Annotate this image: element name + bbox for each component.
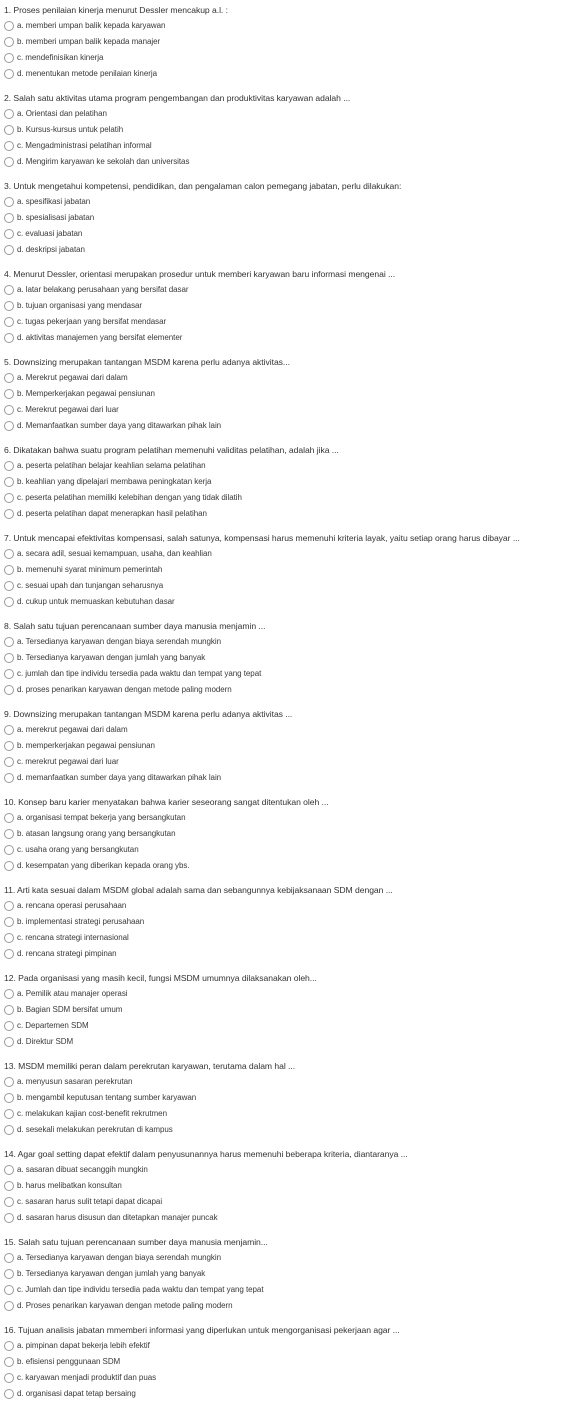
option-label: c. Jumlah dan tipe individu tersedia pada waktu dan tempat yang tepat (17, 1284, 264, 1294)
option-label: b. Tersedianya karyawan dengan jumlah yang banyak (17, 652, 206, 662)
question-block (4, 1060, 582, 1148)
radio-button[interactable] (4, 829, 14, 839)
answer-option[interactable] (4, 858, 582, 874)
answer-option[interactable] (4, 738, 582, 754)
answer-option[interactable] (4, 842, 582, 858)
answer-option[interactable] (4, 770, 582, 786)
option-label: d. rencana strategi pimpinan (17, 948, 117, 958)
option-label: d. sasaran harus disusun dan ditetapkan manajer puncak (17, 1212, 218, 1222)
answer-option[interactable] (4, 946, 582, 962)
answer-option[interactable] (4, 826, 582, 842)
option-label: c. karyawan menjadi produktif dan puas (17, 1372, 157, 1382)
option-label: d. Memanfaatkan sumber daya yang ditawarkan pihak lain (17, 420, 222, 430)
option-label: a. peserta pelatihan belajar keahlian selama pelatihan (17, 460, 206, 470)
question-text: 9. Downsizing merupakan tantangan MSDM karena perlu adanya aktivitas ... (4, 709, 293, 719)
answer-option[interactable] (4, 1074, 582, 1090)
answer-option[interactable] (4, 1266, 582, 1282)
question-text: 3. Untuk mengetahui kompetensi, pendidikan, dan pengalaman calon pemegang jabatan, perlu dilakukan: (4, 181, 402, 191)
radio-button[interactable] (4, 741, 14, 751)
option-label: a. Tersedianya karyawan dengan biaya serendah mungkin (17, 636, 222, 646)
option-label: a. menyusun sasaran perekrutan (17, 1076, 133, 1086)
radio-button[interactable] (4, 213, 14, 223)
option-label: a. Pemilik atau manajer operasi (17, 988, 128, 998)
option-label: c. usaha orang yang bersangkutan (17, 844, 139, 854)
answer-option[interactable] (4, 330, 582, 346)
option-label: c. sasaran harus sulit tetapi dapat dicapai (17, 1196, 163, 1206)
answer-option[interactable] (4, 314, 582, 330)
option-label: b. memenuhi syarat minimum pemerintah (17, 564, 163, 574)
answer-option[interactable] (4, 634, 582, 650)
option-label: c. peserta pelatihan memiliki kelebihan dengan yang tidak dilatih (17, 492, 242, 502)
answer-option[interactable] (4, 1338, 582, 1354)
question-block (4, 180, 582, 268)
answer-option[interactable] (4, 18, 582, 34)
answer-option[interactable] (4, 66, 582, 82)
answer-option[interactable] (4, 810, 582, 826)
question-text: 12. Pada organisasi yang masih kecil, fungsi MSDM umumnya dilaksanakan oleh... (4, 973, 317, 983)
option-label: d. aktivitas manajemen yang bersifat elementer (17, 332, 183, 342)
question-block (4, 4, 582, 92)
option-label: b. memperkerjakan pegawai pensiunan (17, 740, 155, 750)
radio-button[interactable] (4, 389, 14, 399)
answer-option[interactable] (4, 1034, 582, 1050)
question-block (4, 1148, 582, 1236)
radio-button[interactable] (4, 565, 14, 575)
question-block (4, 532, 582, 620)
option-label: c. Merekrut pegawai dari luar (17, 404, 119, 414)
answer-option[interactable] (4, 282, 582, 298)
radio-button[interactable] (4, 509, 14, 519)
answer-option[interactable] (4, 370, 582, 386)
radio-button[interactable] (4, 1269, 14, 1279)
answer-option[interactable] (4, 402, 582, 418)
answer-option[interactable] (4, 1178, 582, 1194)
radio-button[interactable] (4, 1077, 14, 1087)
answer-option[interactable] (4, 490, 582, 506)
answer-option[interactable] (4, 754, 582, 770)
answer-option[interactable] (4, 122, 582, 138)
question-text: 7. Untuk mencapai efektivitas kompensasi, salah satunya, kompensasi harus memenuhi kriteria layak, yaitu setiap orang harus dibayar ... (4, 533, 520, 543)
option-label: d. proses penarikan karyawan dengan metode paling modern (17, 684, 232, 694)
radio-button[interactable] (4, 845, 14, 855)
answer-option[interactable] (4, 154, 582, 170)
radio-button[interactable] (4, 53, 14, 63)
question-text: 2. Salah satu aktivitas utama program pengembangan dan produktivitas karyawan adalah ... (4, 93, 351, 103)
question-text: 14. Agar goal setting dapat efektif dalam penyusunannya harus memenuhi beberapa kriteria, diantaranya ... (4, 1149, 408, 1159)
option-label: b. implementasi strategi perusahaan (17, 916, 145, 926)
option-label: c. Departemen SDM (17, 1020, 89, 1030)
answer-option[interactable] (4, 386, 582, 402)
radio-button[interactable] (4, 1109, 14, 1119)
radio-button[interactable] (4, 317, 14, 327)
option-label: a. memberi umpan balik kepada karyawan (17, 20, 166, 30)
radio-button[interactable] (4, 373, 14, 383)
question-block (4, 1324, 582, 1412)
answer-option[interactable] (4, 898, 582, 914)
answer-option[interactable] (4, 1002, 582, 1018)
radio-button[interactable] (4, 405, 14, 415)
option-label: a. pimpinan dapat bekerja lebih efektif (17, 1340, 150, 1350)
option-label: d. menentukan metode penilaian kinerja (17, 68, 157, 78)
answer-option[interactable] (4, 666, 582, 682)
radio-button[interactable] (4, 1301, 14, 1311)
option-label: d. memanfaatkan sumber daya yang ditawarkan pihak lain (17, 772, 222, 782)
answer-option[interactable] (4, 138, 582, 154)
answer-option[interactable] (4, 1250, 582, 1266)
radio-button[interactable] (4, 1357, 14, 1367)
answer-option[interactable] (4, 1282, 582, 1298)
answer-option[interactable] (4, 1298, 582, 1314)
option-label: b. keahlian yang dipelajari membawa peningkatan kerja (17, 476, 212, 486)
answer-option[interactable] (4, 226, 582, 242)
radio-button[interactable] (4, 725, 14, 735)
option-label: d. organisasi dapat tetap bersaing (17, 1388, 136, 1398)
answer-option[interactable] (4, 1210, 582, 1226)
answer-option[interactable] (4, 930, 582, 946)
option-label: d. Direktur SDM (17, 1036, 74, 1046)
option-label: a. organisasi tempat bekerja yang bersangkutan (17, 812, 186, 822)
radio-button[interactable] (4, 637, 14, 647)
option-label: a. spesifikasi jabatan (17, 196, 91, 206)
radio-button[interactable] (4, 949, 14, 959)
option-label: d. peserta pelatihan dapat menerapkan hasil pelatihan (17, 508, 207, 518)
option-label: a. merekrut pegawai dari dalam (17, 724, 128, 734)
option-label: d. Mengirim karyawan ke sekolah dan universitas (17, 156, 190, 166)
answer-option[interactable] (4, 194, 582, 210)
radio-button[interactable] (4, 197, 14, 207)
answer-option[interactable] (4, 210, 582, 226)
radio-button[interactable] (4, 989, 14, 999)
option-label: c. merekrut pegawai dari luar (17, 756, 119, 766)
answer-option[interactable] (4, 1194, 582, 1210)
answer-option[interactable] (4, 1162, 582, 1178)
option-label: b. atasan langsung orang yang bersangkutan (17, 828, 176, 838)
radio-button[interactable] (4, 461, 14, 471)
option-label: c. jumlah dan tipe individu tersedia pada waktu dan tempat yang tepat (17, 668, 262, 678)
option-label: c. sesuai upah dan tunjangan seharusnya (17, 580, 164, 590)
answer-option[interactable] (4, 682, 582, 698)
radio-button[interactable] (4, 1285, 14, 1295)
question-text: 8. Salah satu tujuan perencanaan sumber daya manusia menjamin ... (4, 621, 266, 631)
option-label: c. evaluasi jabatan (17, 228, 83, 238)
option-label: c. tugas pekerjaan yang bersifat mendasar (17, 316, 167, 326)
radio-button[interactable] (4, 861, 14, 871)
radio-button[interactable] (4, 1125, 14, 1135)
radio-button[interactable] (4, 917, 14, 927)
radio-button[interactable] (4, 1253, 14, 1263)
radio-button[interactable] (4, 1373, 14, 1383)
option-label: b. Tersedianya karyawan dengan jumlah yang banyak (17, 1268, 206, 1278)
option-label: b. memberi umpan balik kepada manajer (17, 36, 161, 46)
radio-button[interactable] (4, 1165, 14, 1175)
question-block (4, 92, 582, 180)
question-block (4, 796, 582, 884)
radio-button[interactable] (4, 1341, 14, 1351)
option-label: a. sasaran dibuat secanggih mungkin (17, 1164, 148, 1174)
answer-option[interactable] (4, 1386, 582, 1402)
answer-option[interactable] (4, 242, 582, 258)
answer-option[interactable] (4, 562, 582, 578)
answer-option[interactable] (4, 986, 582, 1002)
answer-option[interactable] (4, 418, 582, 434)
question-text: 15. Salah satu tujuan perencanaan sumber daya manusia menjamin... (4, 1237, 268, 1247)
radio-button[interactable] (4, 1093, 14, 1103)
radio-button[interactable] (4, 1021, 14, 1031)
question-block (4, 356, 582, 444)
radio-button[interactable] (4, 69, 14, 79)
option-label: a. latar belakang perusahaan yang bersifat dasar (17, 284, 189, 294)
radio-button[interactable] (4, 669, 14, 679)
radio-button[interactable] (4, 245, 14, 255)
option-label: d. kesempatan yang diberikan kepada orang ybs. (17, 860, 190, 870)
option-label: c. Mengadministrasi pelatihan informal (17, 140, 152, 150)
radio-button[interactable] (4, 1197, 14, 1207)
radio-button[interactable] (4, 685, 14, 695)
radio-button[interactable] (4, 21, 14, 31)
option-label: a. Orientasi dan pelatihan (17, 108, 107, 118)
answer-option[interactable] (4, 722, 582, 738)
radio-button[interactable] (4, 1181, 14, 1191)
radio-button[interactable] (4, 757, 14, 767)
option-label: d. sesekali melakukan perekrutan di kampus (17, 1124, 173, 1134)
option-label: a. rencana operasi perusahaan (17, 900, 127, 910)
radio-button[interactable] (4, 773, 14, 783)
option-label: b. harus melibatkan konsultan (17, 1180, 122, 1190)
radio-button[interactable] (4, 549, 14, 559)
question-block (4, 972, 582, 1060)
answer-option[interactable] (4, 458, 582, 474)
radio-button[interactable] (4, 125, 14, 135)
answer-option[interactable] (4, 106, 582, 122)
radio-button[interactable] (4, 597, 14, 607)
question-text: 11. Arti kata sesuai dalam MSDM global adalah sama dan sebangunnya kebijaksanaan SDM dengan ... (4, 885, 393, 895)
question-block (4, 268, 582, 356)
radio-button[interactable] (4, 813, 14, 823)
question-text: 5. Downsizing merupakan tantangan MSDM karena perlu adanya aktivitas... (4, 357, 290, 367)
answer-option[interactable] (4, 594, 582, 610)
question-text: 1. Proses penilaian kinerja menurut Dessler mencakup a.l. : (4, 5, 228, 15)
radio-button[interactable] (4, 37, 14, 47)
radio-button[interactable] (4, 933, 14, 943)
radio-button[interactable] (4, 157, 14, 167)
option-label: a. Tersedianya karyawan dengan biaya serendah mungkin (17, 1252, 222, 1262)
option-label: b. Kursus-kursus untuk pelatih (17, 124, 124, 134)
option-label: c. mendefinisikan kinerja (17, 52, 104, 62)
radio-button[interactable] (4, 141, 14, 151)
answer-option[interactable] (4, 34, 582, 50)
option-label: a. secara adil, sesuai kemampuan, usaha, dan keahlian (17, 548, 212, 558)
question-text: 10. Konsep baru karier menyatakan bahwa karier seseorang sangat ditentukan oleh ... (4, 797, 329, 807)
radio-button[interactable] (4, 285, 14, 295)
question-block (4, 708, 582, 796)
question-block (4, 1236, 582, 1324)
answer-option[interactable] (4, 546, 582, 562)
option-label: d. Proses penarikan karyawan dengan metode paling modern (17, 1300, 233, 1310)
answer-option[interactable] (4, 474, 582, 490)
question-block (4, 620, 582, 708)
option-label: b. Bagian SDM bersifat umum (17, 1004, 123, 1014)
option-label: d. cukup untuk memuaskan kebutuhan dasar (17, 596, 175, 606)
answer-option[interactable] (4, 650, 582, 666)
option-label: c. melakukan kajian cost-benefit rekrutmen (17, 1108, 167, 1118)
option-label: c. rencana strategi internasional (17, 932, 129, 942)
radio-button[interactable] (4, 229, 14, 239)
radio-button[interactable] (4, 1005, 14, 1015)
option-label: a. Merekrut pegawai dari dalam (17, 372, 128, 382)
question-text: 16. Tujuan analisis jabatan mmemberi informasi yang diperlukan untuk mengorganisasi pekerjaan agar ... (4, 1325, 400, 1335)
answer-option[interactable] (4, 506, 582, 522)
radio-button[interactable] (4, 653, 14, 663)
radio-button[interactable] (4, 1037, 14, 1047)
radio-button[interactable] (4, 301, 14, 311)
radio-button[interactable] (4, 493, 14, 503)
answer-option[interactable] (4, 1106, 582, 1122)
option-label: b. spesialisasi jabatan (17, 212, 95, 222)
question-block (4, 444, 582, 532)
answer-option[interactable] (4, 578, 582, 594)
question-text: 4. Menurut Dessler, orientasi merupakan prosedur untuk memberi karyawan baru informasi mengenai ... (4, 269, 396, 279)
answer-option[interactable] (4, 1090, 582, 1106)
answer-option[interactable] (4, 1122, 582, 1138)
radio-button[interactable] (4, 109, 14, 119)
answer-option[interactable] (4, 1370, 582, 1386)
question-block (4, 884, 582, 972)
radio-button[interactable] (4, 333, 14, 343)
radio-button[interactable] (4, 477, 14, 487)
answer-option[interactable] (4, 1018, 582, 1034)
option-label: b. mengambil keputusan tentang sumber karyawan (17, 1092, 197, 1102)
answer-option[interactable] (4, 1354, 582, 1370)
radio-button[interactable] (4, 1389, 14, 1399)
option-label: b. efisiensi penggunaan SDM (17, 1356, 121, 1366)
option-label: b. tujuan organisasi yang mendasar (17, 300, 143, 310)
answer-option[interactable] (4, 298, 582, 314)
answer-option[interactable] (4, 50, 582, 66)
answer-option[interactable] (4, 914, 582, 930)
question-text: 13. MSDM memiliki peran dalam perekrutan karyawan, terutama dalam hal ... (4, 1061, 296, 1071)
question-text: 6. Dikatakan bahwa suatu program pelatihan memenuhi validitas pelatihan, adalah jika ... (4, 445, 339, 455)
radio-button[interactable] (4, 581, 14, 591)
radio-button[interactable] (4, 1213, 14, 1223)
radio-button[interactable] (4, 421, 14, 431)
radio-button[interactable] (4, 901, 14, 911)
option-label: d. deskripsi jabatan (17, 244, 85, 254)
option-label: b. Memperkerjakan pegawai pensiunan (17, 388, 155, 398)
